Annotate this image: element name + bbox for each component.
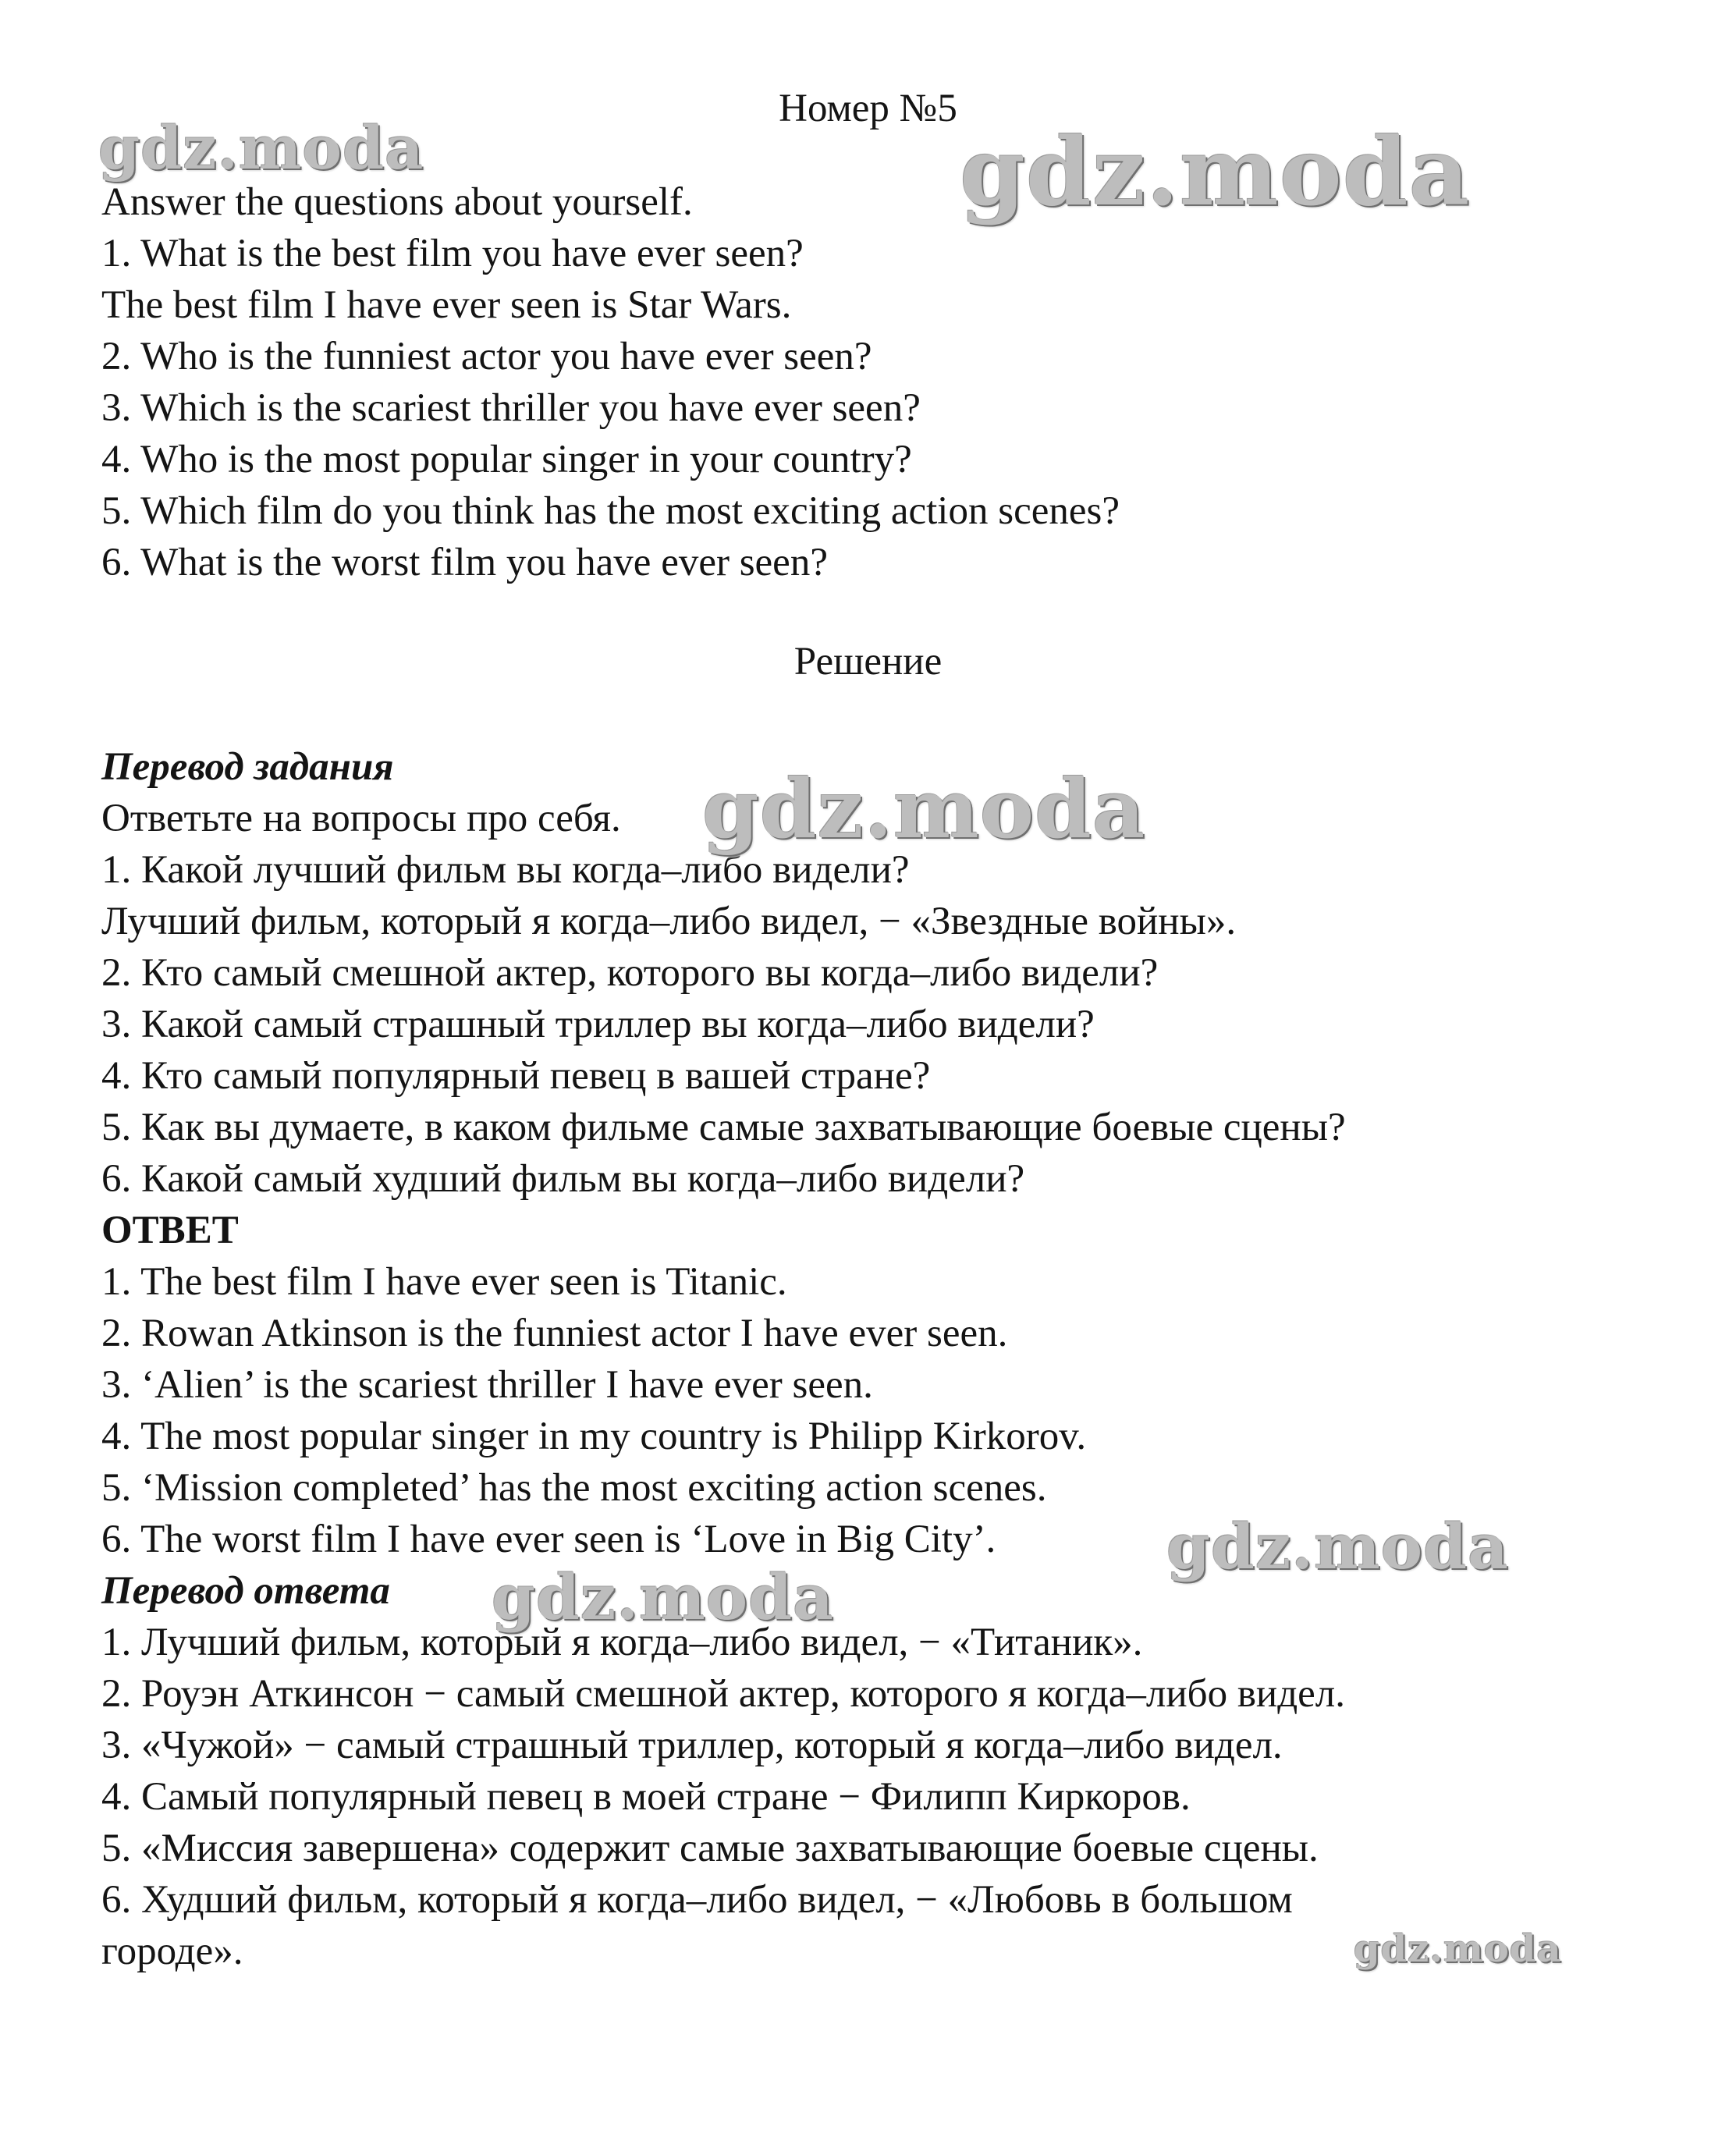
answer-2: 2. Rowan Atkinson is the funniest actor I have ever seen.: [101, 1312, 1008, 1355]
task-translation-question-3: 3. Какой самый страшный триллер вы когда–либо видели?: [101, 1003, 1095, 1046]
task-instruction: Answer the questions about yourself.: [101, 180, 693, 224]
task-question-5: 5. Which film do you think has the most exciting action scenes?: [101, 489, 1120, 533]
answer-translation-6-line-2: городе».: [101, 1930, 243, 1973]
answer-translation-title: Перевод ответа: [101, 1569, 390, 1613]
watermark-logo: gdz.moda: [1166, 1510, 1509, 1583]
task-question-2: 2. Who is the funniest actor you have ever seen?: [101, 335, 872, 378]
answer-translation-4: 4. Самый популярный певец в моей стране − Филипп Киркоров.: [101, 1775, 1191, 1819]
task-question-3: 3. Which is the scariest thriller you have ever seen?: [101, 386, 921, 430]
task-translation-title: Перевод задания: [101, 745, 394, 789]
answer-1: 1. The best film I have ever seen is Titanic.: [101, 1260, 787, 1304]
task-translation-question-6: 6. Какой самый худший фильм вы когда–либо видели?: [101, 1157, 1025, 1201]
task-translation-example: Лучший фильм, который я когда–либо видел, − «Звездные войны».: [101, 900, 1237, 943]
watermark-logo: gdz.moda: [492, 1560, 834, 1634]
task-translation-question-5: 5. Как вы думаете, в каком фильме самые захватывающие боевые сцены?: [101, 1106, 1346, 1149]
task-translation-question-1: 1. Какой лучший фильм вы когда–либо видели?: [101, 848, 910, 892]
answer-translation-5: 5. «Миссия завершена» содержит самые захватывающие боевые сцены.: [101, 1827, 1319, 1870]
watermark-logo: gdz.moda: [702, 761, 1146, 857]
answer-4: 4. The most popular singer in my country is Philipp Kirkorov.: [101, 1415, 1087, 1458]
answer-translation-3: 3. «Чужой» − самый страшный триллер, который я когда–либо видел.: [101, 1724, 1283, 1767]
solution-label: Решение: [793, 640, 943, 683]
task-translation-question-4: 4. Кто самый популярный певец в вашей стране?: [101, 1054, 931, 1098]
task-translation-question-2: 2. Кто самый смешной актер, которого вы когда–либо видели?: [101, 951, 1159, 995]
answer-5: 5. ‘Mission completed’ has the most exciting action scenes.: [101, 1466, 1047, 1510]
task-translation-instruction: Ответьте на вопросы про себя.: [101, 797, 621, 840]
answer-6: 6. The worst film I have ever seen is ‘Love in Big City’.: [101, 1518, 996, 1561]
answer-translation-6-line-1: 6. Худший фильм, который я когда–либо видел, − «Любовь в большом: [101, 1878, 1293, 1922]
answer-title: ОТВЕТ: [101, 1209, 239, 1252]
task-example: The best film I have ever seen is Star Wars.: [101, 283, 792, 327]
answer-translation-2: 2. Роуэн Аткинсон − самый смешной актер, которого я когда–либо видел.: [101, 1672, 1345, 1716]
watermark-logo: gdz.moda: [98, 113, 424, 183]
page-heading: Номер №5: [779, 87, 957, 130]
answer-3: 3. ‘Alien’ is the scariest thriller I have ever seen.: [101, 1363, 873, 1407]
task-question-4: 4. Who is the most popular singer in your country?: [101, 438, 912, 481]
task-question-6: 6. What is the worst film you have ever seen?: [101, 541, 828, 584]
task-question-1: 1. What is the best film you have ever seen?: [101, 232, 804, 275]
watermark-logo: gdz.moda: [1354, 1927, 1562, 1971]
watermark-logo: gdz.moda: [960, 117, 1471, 227]
answer-translation-1: 1. Лучший фильм, который я когда–либо видел, − «Титаник».: [101, 1621, 1143, 1664]
